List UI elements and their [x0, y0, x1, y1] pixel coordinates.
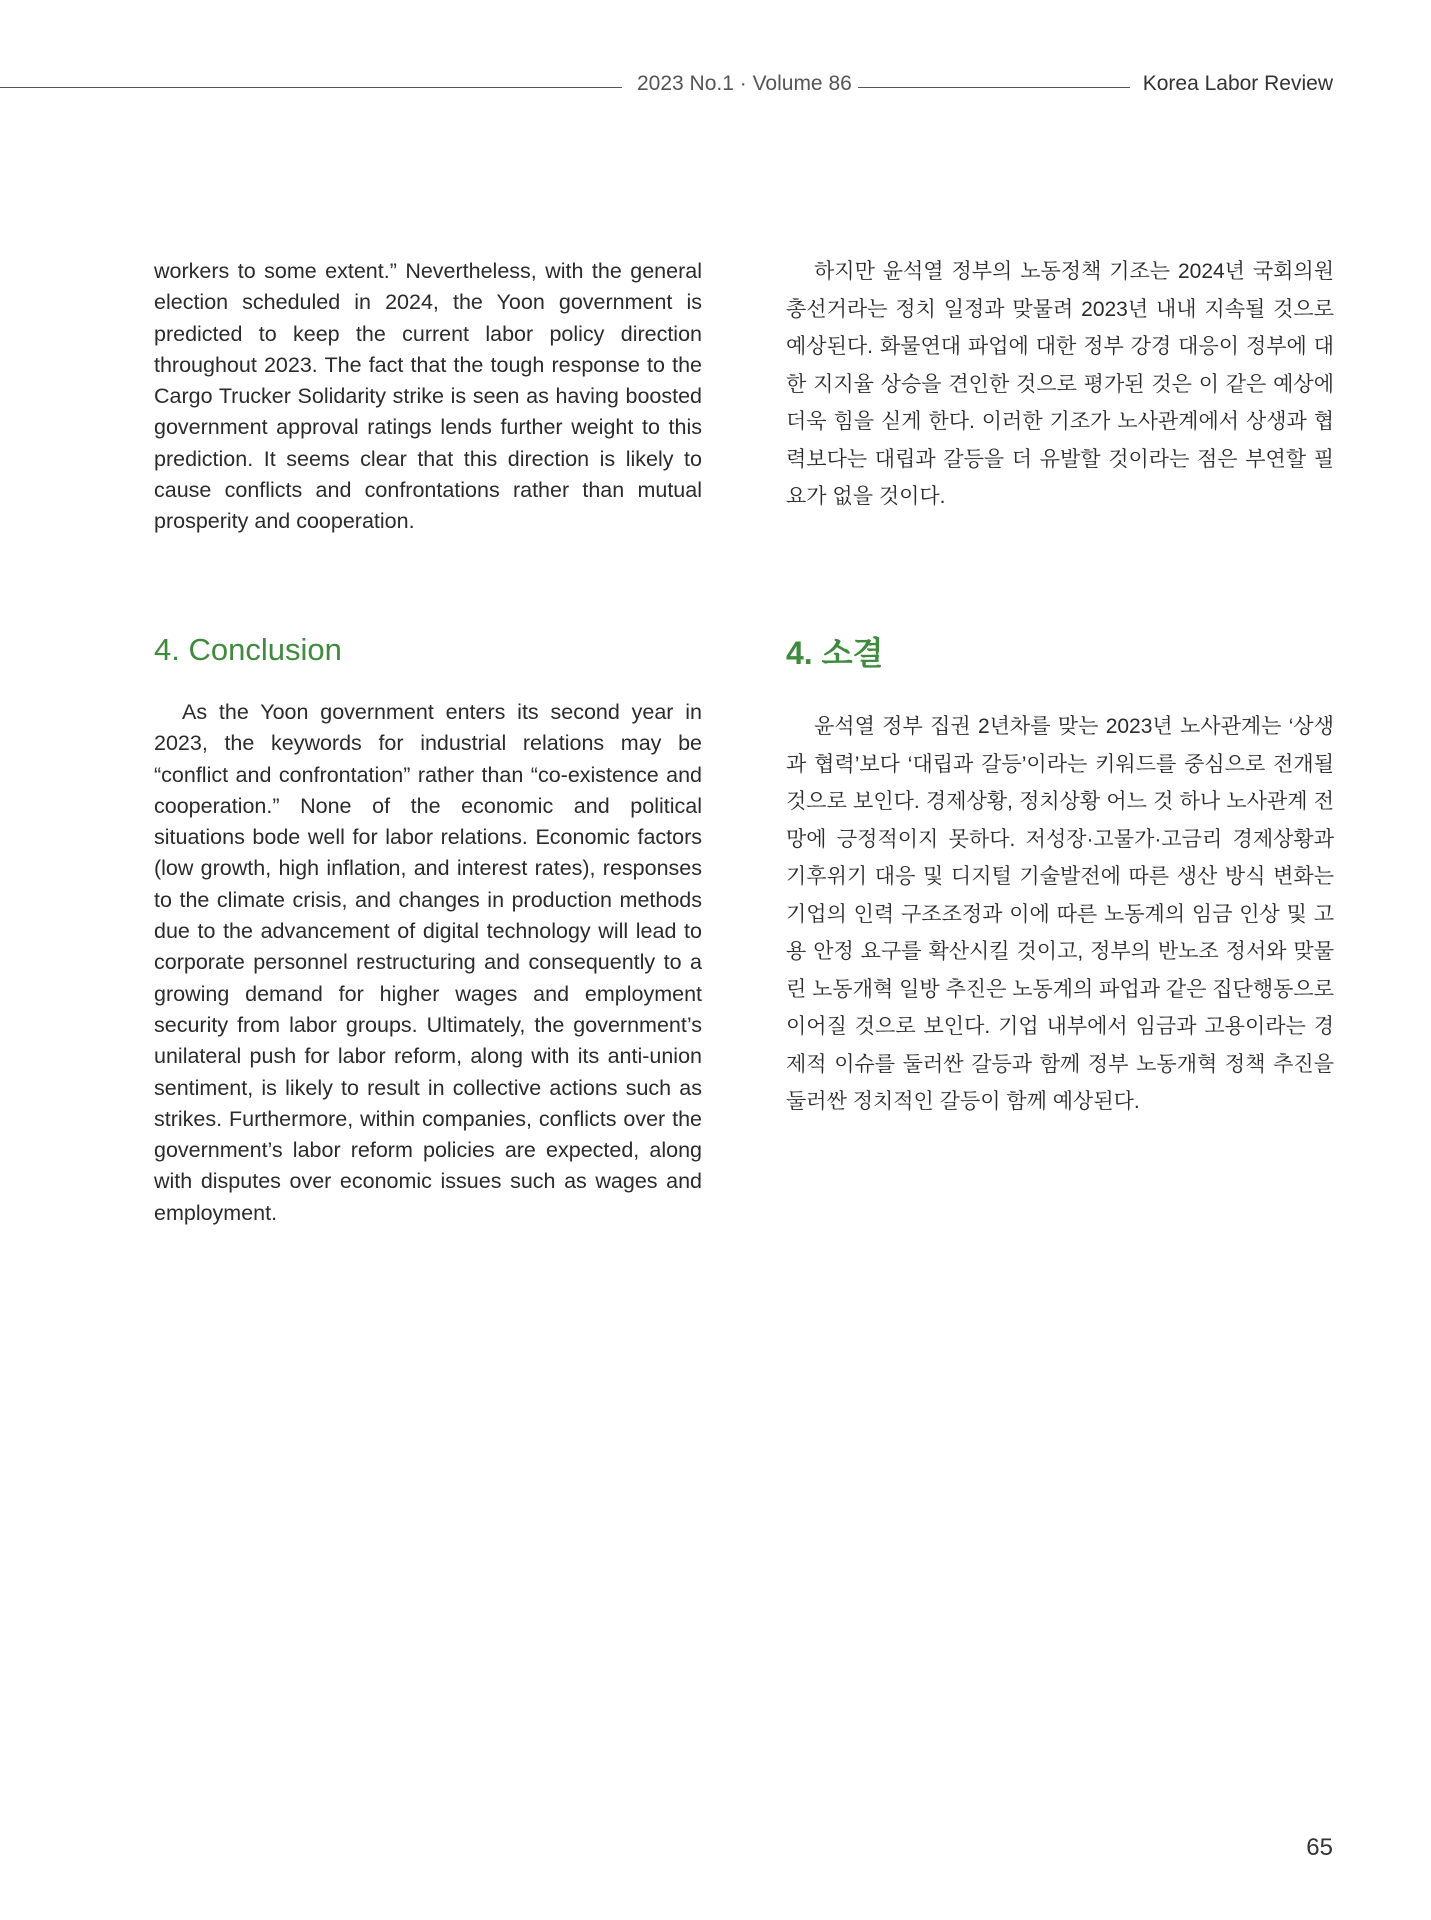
- issue-label: 2023 No.1 · Volume 86: [637, 72, 852, 95]
- english-conclusion: [154, 697, 702, 1229]
- header-rule-left: [0, 87, 622, 88]
- english-conclusion-text: As the Yoon government enters its second year in 2023, the keywords for industrial relations may be “conflict and confrontation” rather than “co-existence and cooperation.” None of the economic and political situations bode well for labor relations. Economic factors (low growth, high inflation, and interest rates), responses to the climate crisis, and changes in production methods due to the advancement of digital technology will lead to corporate personnel restructuring and consequently to a growing demand for higher wages and employment security from labor groups. Ultimately, the government’s unilateral push for labor reform, along with its anti-union sentiment, is likely to result in collective actions such as strikes. Furthermore, within companies, conflicts over the government’s labor reform policies are expected, along with disputes over economic issues such as wages and employment.: [154, 700, 702, 1225]
- english-paragraph-top: [154, 256, 702, 538]
- conclusion-heading-en: 4. Conclusion: [154, 632, 342, 667]
- journal-title: Korea Labor Review: [1142, 72, 1333, 95]
- korean-paragraph-top: [786, 253, 1334, 516]
- header-rule-right: [858, 87, 1130, 88]
- running-header: [0, 72, 1431, 102]
- korean-conclusion: [786, 708, 1334, 1121]
- korean-conclusion-text: 윤석열 정부 집권 2년차를 맞는 2023년 노사관계는 ‘상생과 협력’보다 ‘대립과 갈등’이라는 키워드를 중심으로 전개될 것으로 보인다. 경제상황, 정치상황 어느 것 하나 노사관계 전망에 긍정적이지 못하다. 저성장·고물가·고금리 경제상황과 기후위기 대응 및 디지털 기술발전에 따른 생산 방식 변화는 기업의 인력 구조조정과 이에 따른 노동계의 임금 인상 및 고용 안정 요구를 확산시킬 것이고, 정부의 반노조 정서와 맞물린 노동개혁 일방 추진은 노동계의 파업과 같은 집단행동으로 이어질 것으로 보인다. 기업 내부에서 임금과 고용이라는 경제적 이슈를 둘러싼 갈등과 함께 정부 노동개혁 정책 추진을 둘러싼 정치적인 갈등이 함께 예상된다.: [786, 715, 1334, 1113]
- conclusion-heading-ko: 4. 소결: [786, 635, 884, 671]
- page-number: 65: [1306, 1834, 1333, 1861]
- korean-text-top: 하지만 윤석열 정부의 노동정책 기조는 2024년 국회의원 총선거라는 정치 일정과 맞물려 2023년 내내 지속될 것으로 예상된다. 화물연대 파업에 대한 정부 강경 대응이 정부에 대한 지지율 상승을 견인한 것으로 평가된 것은 이 같은 예상에 더욱 힘을 싣게 한다. 이러한 기조가 노사관계에서 상생과 협력보다는 대립과 갈등을 더 유발할 것이라는 점은 부연할 필요가 없을 것이다.: [786, 260, 1334, 508]
- english-text-top: workers to some extent.” Nevertheless, with the general election scheduled in 2024, the Yoon government is predicted to keep the current labor policy direction throughout 2023. The fact that the tough response to the Cargo Trucker Solidarity strike is seen as having boosted government approval ratings lends further weight to this prediction. It seems clear that this direction is likely to cause conflicts and confrontations rather than mutual prosperity and cooperation.: [154, 259, 702, 534]
